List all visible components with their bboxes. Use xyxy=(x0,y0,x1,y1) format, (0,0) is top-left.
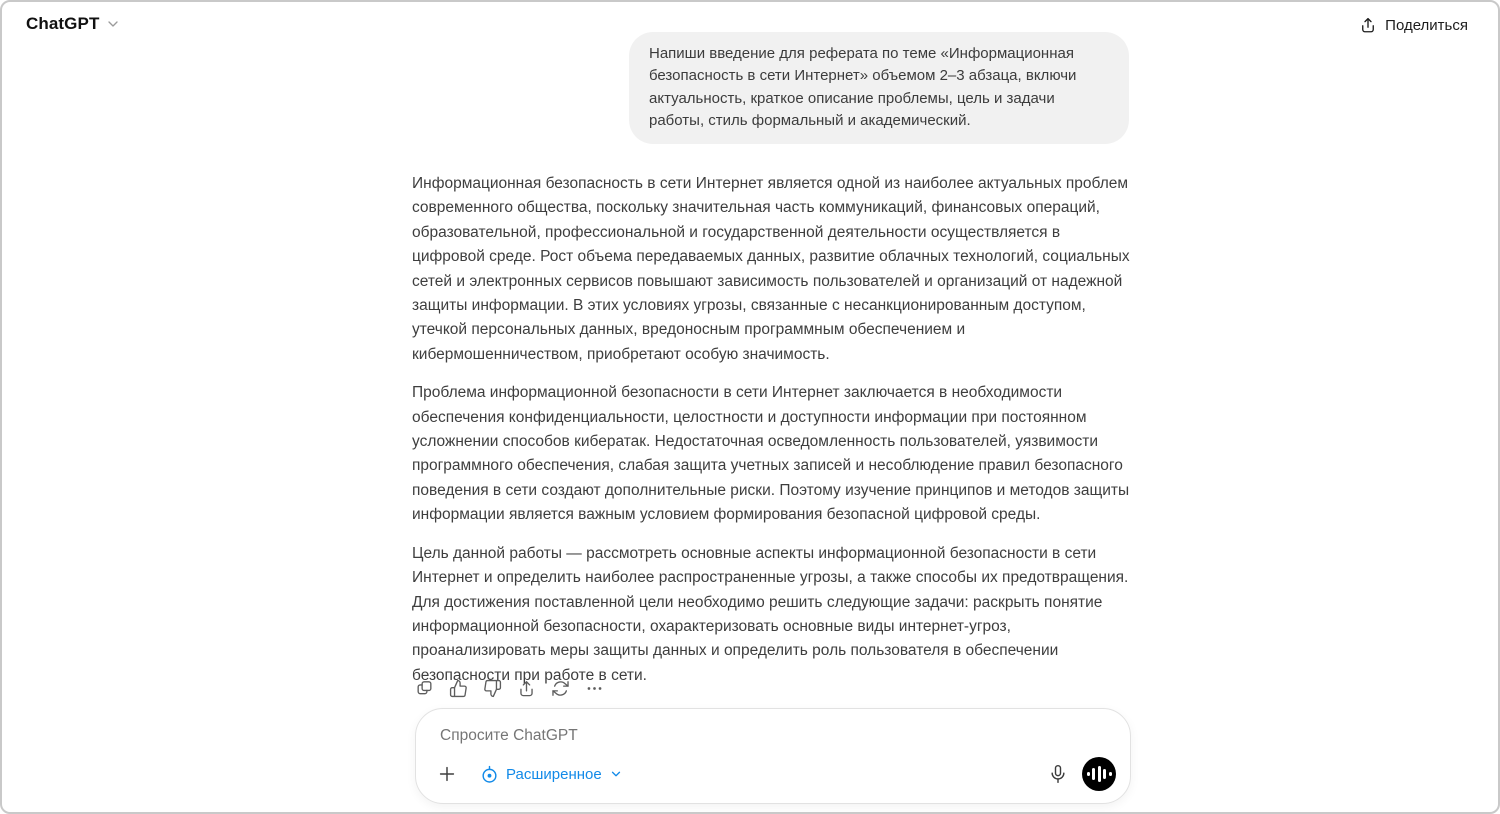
stopwatch-icon xyxy=(480,765,499,784)
advanced-mode-label: Расширенное xyxy=(506,765,602,783)
voice-mode-button[interactable] xyxy=(1082,757,1116,791)
share-response-button[interactable] xyxy=(514,676,539,701)
assistant-paragraph: Проблема информационной безопасности в сети Интернет заключается в необходимости обеспечения конфиденциальности, целостности и доступности информации при постоянном усложнении способов кибератак. Недостаточная осведомленность пользователей, уязвимости программного обеспечения, слабая защита учетных записей и несоблюдение правил безопасного поведения в сети создают дополнительные риски. Поэтому изучение принципов и методов защиты информации является важным условием формирования безопасной цифровой среды. xyxy=(412,384,1130,524)
thumbs-down-icon xyxy=(483,679,502,698)
thumbs-up-button[interactable] xyxy=(446,676,471,701)
model-switcher[interactable] xyxy=(26,14,121,34)
microphone-icon xyxy=(1048,764,1068,784)
user-message-bubble xyxy=(629,32,1129,144)
advanced-mode-button[interactable] xyxy=(474,760,629,789)
share-label: Поделиться xyxy=(1385,16,1468,34)
composer xyxy=(415,708,1131,804)
share-button[interactable] xyxy=(1353,15,1474,35)
share-icon xyxy=(1359,16,1377,34)
assistant-paragraph: Информационная безопасность в сети Интернет является одной из наиболее актуальных проблем современного общества, поскольку значительная часть коммуникаций, финансовых операций, образовательной, профессиональной и государственной деятельности осуществляется в цифровой среде. Рост объема передаваемых данных, развитие облачных технологий, социальных сетей и электронных сервисов повышают зависимость пользователей и организаций от надежной защиты информации. В этих условиях угрозы, связанные с несанкционированным доступом, утечкой персональных данных, вредоносным программным обеспечением и кибермошенничеством, приобретают особую значимость. xyxy=(412,175,1130,363)
message-input[interactable] xyxy=(440,727,1106,745)
message-action-bar xyxy=(412,676,607,701)
plus-icon xyxy=(436,763,458,785)
assistant-paragraph: Цель данной работы — рассмотреть основные аспекты информационной безопасности в сети Интернет и определить наиболее распространенные угрозы, а также способы их предотвращения. Для достижения поставленной цели необходимо решить следующие задачи: раскрыть понятие информационной безопасности, охарактеризовать основные виды интернет-угроз, проанализировать меры защиты данных и определить роль пользователя в обеспечении безопасности при работе в сети. xyxy=(412,544,1129,684)
voice-waveform-icon xyxy=(1087,766,1112,782)
copy-icon xyxy=(415,679,434,698)
regenerate-button[interactable] xyxy=(548,676,573,701)
more-icon xyxy=(585,679,604,698)
thumbs-down-button[interactable] xyxy=(480,676,505,701)
chevron-down-icon xyxy=(105,16,121,32)
dictate-button[interactable] xyxy=(1042,758,1074,790)
chevron-down-icon xyxy=(609,767,623,781)
app-title: ChatGPT xyxy=(26,14,100,33)
user-message-text: Напиши введение для реферата по теме «Информационная безопасность в сети Интернет» объемом 2–3 абзаца, включи актуальность, краткое описание проблемы, цель и задачи работы, стиль формальный и академический. xyxy=(649,45,1077,130)
regenerate-icon xyxy=(551,679,570,698)
attach-button[interactable] xyxy=(430,757,464,791)
share-icon xyxy=(517,679,536,698)
thumbs-up-icon xyxy=(449,679,468,698)
assistant-message xyxy=(412,172,1130,702)
copy-button[interactable] xyxy=(412,676,437,701)
composer-toolbar xyxy=(430,757,1116,791)
more-options-button[interactable] xyxy=(582,676,607,701)
